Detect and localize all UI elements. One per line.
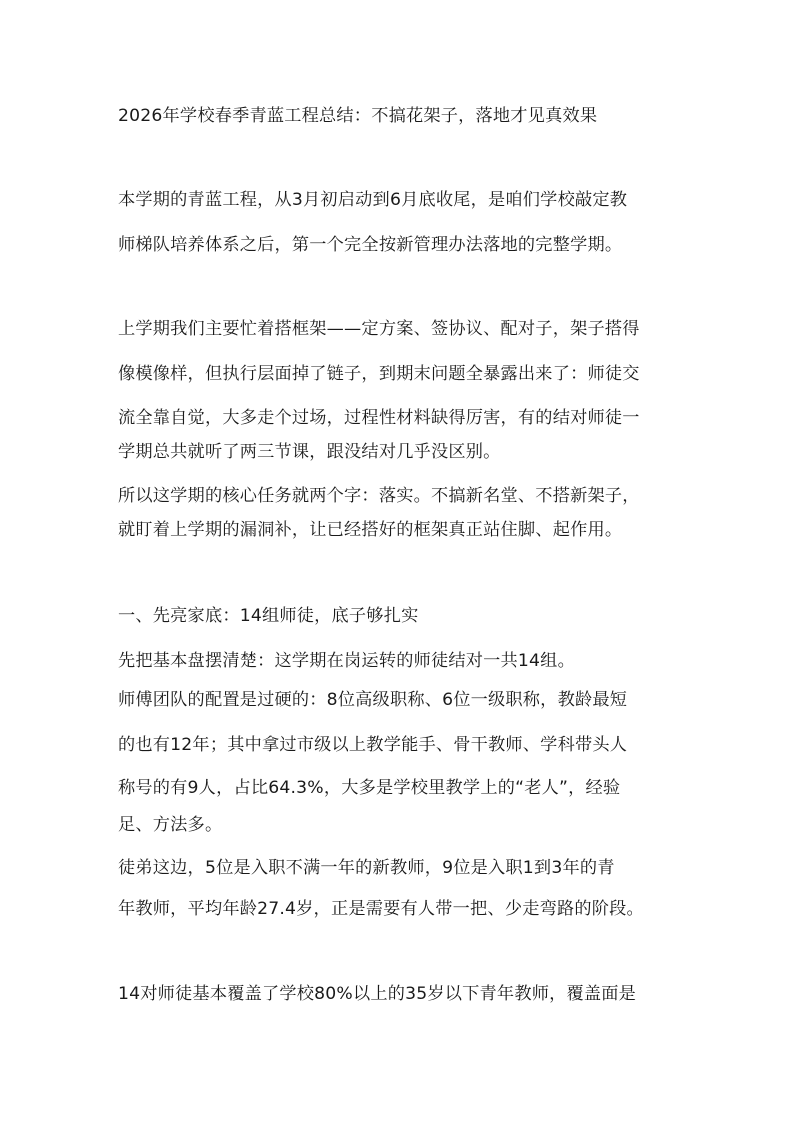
paragraph-line: 本学期的青蓝工程，从3月初启动到6月底收尾，是咱们学校敲定教 [118, 190, 628, 210]
document-title: 2026年学校春季青蓝工程总结：不搞花架子，落地才见真效果 [118, 106, 598, 126]
section-heading: 一、先亮家底：14组师徒，底子够扎实 [118, 606, 419, 626]
paragraph-line: 上学期我们主要忙着搭框架——定方案、签协议、配对子，架子搭得 [118, 319, 640, 339]
paragraph-line: 14对师徒基本覆盖了学校80%以上的35岁以下青年教师，覆盖面是 [118, 984, 637, 1004]
paragraph-line: 先把基本盘摆清楚：这学期在岗运转的师徒结对一共14组。 [118, 651, 575, 671]
paragraph-line: 徒弟这边，5位是入职不满一年的新教师，9位是入职1到3年的青 [118, 858, 615, 878]
paragraph-line: 就盯着上学期的漏洞补，让已经搭好的框架真正站住脚、起作用。 [118, 520, 623, 540]
paragraph-line: 师傅团队的配置是过硬的：8位高级职称、6位一级职称，教龄最短 [118, 690, 628, 710]
paragraph-line: 像模像样，但执行层面掉了链子，到期末问题全暴露出来了：师徒交 [118, 364, 640, 384]
paragraph-line: 所以这学期的核心任务就两个字：落实。不搞新名堂、不搭新架子， [118, 486, 640, 506]
paragraph-line: 称号的有9人，占比64.3%，大多是学校里教学上的“老人”，经验 [118, 778, 621, 798]
paragraph-line: 学期总共就听了两三节课，跟没结对几乎没区别。 [118, 442, 501, 462]
paragraph-line: 师梯队培养体系之后，第一个完全按新管理办法落地的完整学期。 [118, 235, 623, 255]
paragraph-line: 年教师，平均年龄27.4岁，正是需要有人带一把、少走弯路的阶段。 [118, 899, 644, 919]
paragraph-line: 的也有12年；其中拿过市级以上教学能手、骨干教师、学科带头人 [118, 735, 628, 755]
paragraph-line: 流全靠自觉，大多走个过场，过程性材料缺得厉害，有的结对师徒一 [118, 408, 640, 428]
paragraph-line: 足、方法多。 [118, 815, 223, 835]
